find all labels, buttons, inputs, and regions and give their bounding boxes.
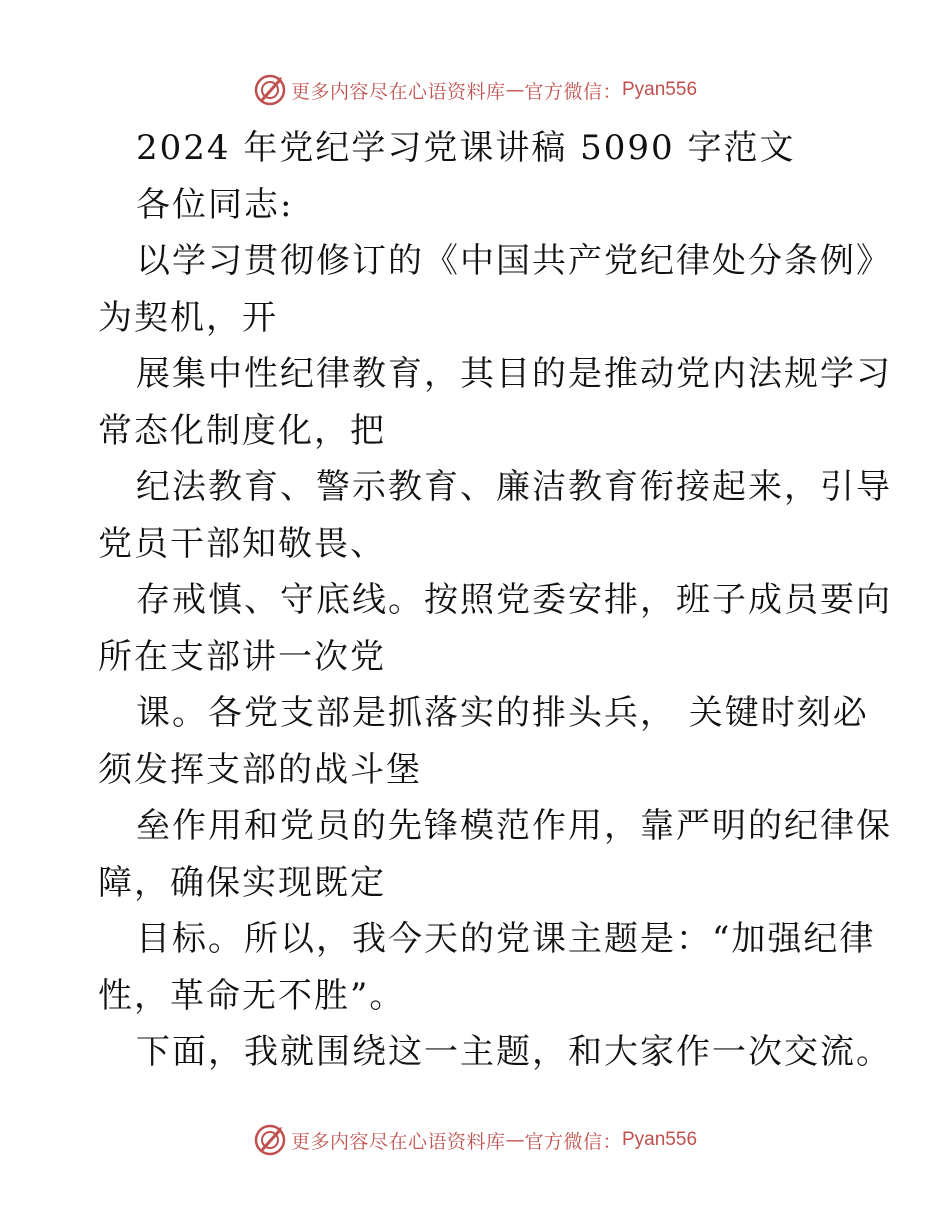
brand-logo-icon (253, 1123, 287, 1157)
watermark-wechat-id: Pyan556 (622, 1129, 698, 1150)
header-watermark (0, 70, 950, 110)
doc-line: 性，革命无不胜”。 (98, 975, 406, 1016)
brand-logo-icon (253, 73, 287, 107)
doc-line: 所在支部讲一次党 (98, 636, 386, 677)
watermark-label: 官方微信： (524, 80, 622, 103)
doc-line: 下面，我就围绕这一主题，和大家作一次交流。 (136, 1032, 892, 1072)
doc-line: 党员干部知敬畏、 (98, 523, 386, 564)
watermark-wechat-id: Pyan556 (622, 79, 698, 100)
watermark-text: 更多内容尽在心语资料库 (290, 1130, 506, 1153)
doc-line: 障，确保实现既定 (98, 862, 386, 903)
watermark-dash: — (505, 79, 525, 101)
watermark-label: 官方微信： (524, 1130, 622, 1153)
doc-line: 目标。所以，我今天的党课主题是：“加强纪律 (136, 919, 876, 959)
doc-line: 垒作用和党员的先锋模范作用，靠严明的纪律保 (136, 806, 892, 846)
doc-line: 各位同志: (136, 184, 294, 225)
doc-line: 常态化制度化，把 (98, 410, 386, 451)
doc-line: 纪法教育、警示教育、廉洁教育衔接起来，引导 (136, 467, 892, 507)
watermark-text: 更多内容尽在心语资料库 (290, 80, 506, 103)
watermark-dash: — (505, 1129, 525, 1151)
doc-line: 课。各党支部是抓落实的排头兵， 关键时刻必 (136, 693, 869, 733)
doc-line: 以学习贯彻修订的《中国共产党纪律处分条例》 (136, 241, 892, 281)
doc-line: 须发挥支部的战斗堡 (98, 749, 422, 790)
doc-line: 存戒慎、守底线。按照党委安排，班子成员要向 (136, 580, 892, 620)
document-body (98, 120, 892, 1081)
doc-title: 2024 年党纪学习党课讲稿 5090 字范文 (136, 128, 796, 168)
doc-line: 为契机，开 (98, 297, 278, 338)
doc-line: 展集中性纪律教育，其目的是推动党内法规学习 (136, 354, 892, 394)
footer-watermark (0, 1120, 950, 1160)
